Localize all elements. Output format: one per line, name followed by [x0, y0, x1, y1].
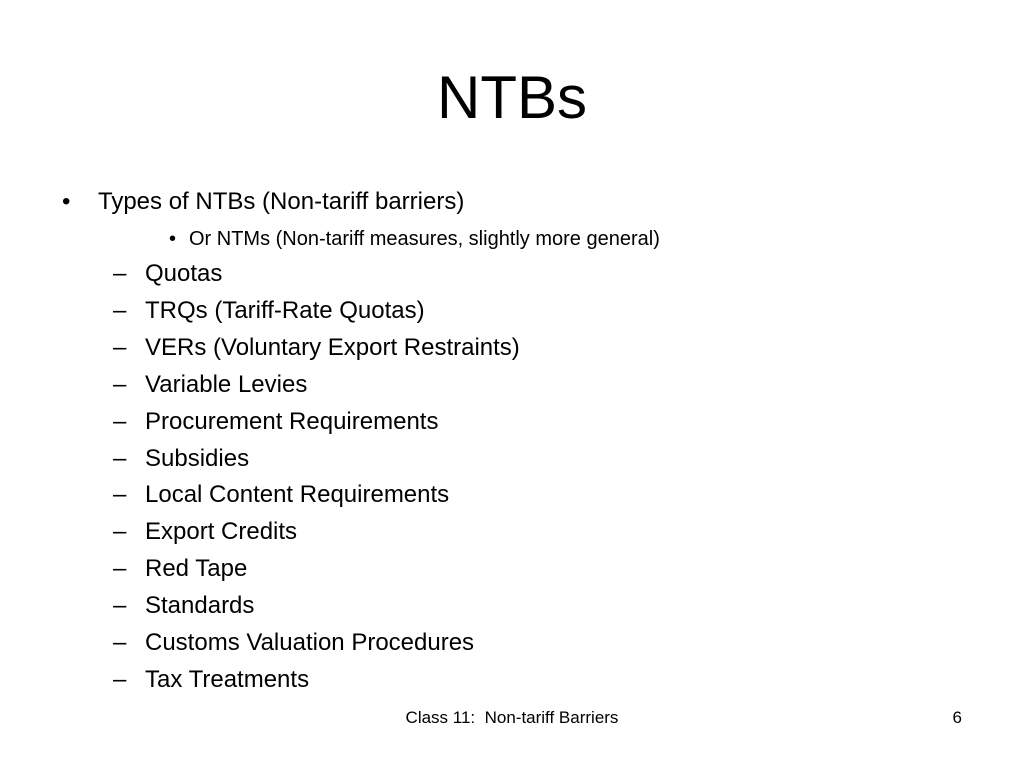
list-item-text: Quotas [145, 260, 223, 287]
list-item-text: Standards [145, 592, 255, 620]
sub-bullet [169, 225, 660, 253]
list-item-text: Procurement Requirements [145, 407, 439, 435]
main-bullet-text: Types of NTBs (Non-tariff barriers) [98, 188, 465, 215]
list-item-text: Variable Levies [145, 370, 308, 398]
sub-bullet-text: Or NTMs (Non-tariff measures, slightly more general) [189, 228, 660, 250]
list-item [113, 404, 520, 441]
main-bullet [62, 185, 464, 219]
list-item [113, 256, 520, 293]
list-item [113, 293, 520, 330]
dash-marker: – [113, 407, 127, 435]
list-item-text: Subsidies [145, 444, 250, 472]
dash-marker: – [113, 518, 127, 546]
list-item [113, 662, 520, 699]
bullet-marker: • [169, 228, 177, 250]
list-item [113, 551, 520, 588]
list-item [113, 330, 520, 367]
list-item-text: Export Credits [145, 518, 298, 546]
list-item-text: Customs Valuation Procedures [145, 629, 475, 657]
list-item [113, 514, 520, 551]
page-number: 6 [952, 708, 962, 727]
dash-marker: – [113, 333, 127, 361]
slide-title: NTBs [437, 64, 587, 131]
dash-marker: – [113, 296, 127, 324]
list-item [113, 625, 520, 662]
dash-marker: – [113, 260, 127, 287]
list-item-text: Local Content Requirements [145, 481, 450, 509]
dash-marker: – [113, 370, 127, 398]
dash-marker: – [113, 592, 127, 620]
list-item-text: VERs (Voluntary Export Restraints) [145, 333, 520, 361]
bullet-marker: • [62, 188, 71, 215]
list-item [113, 367, 520, 404]
list-item-text: TRQs (Tariff-Rate Quotas) [145, 296, 425, 324]
list-item-text: Tax Treatments [145, 665, 310, 693]
barrier-type-list [113, 256, 520, 699]
footer-text: Class 11: Non-tariff Barriers [405, 708, 619, 727]
dash-marker: – [113, 665, 127, 693]
list-item [113, 588, 520, 625]
dash-marker: – [113, 629, 127, 657]
list-item-text: Red Tape [145, 555, 248, 583]
dash-marker: – [113, 481, 127, 509]
list-item [113, 477, 520, 514]
dash-marker: – [113, 555, 127, 583]
dash-marker: – [113, 444, 127, 472]
list-item [113, 441, 520, 478]
